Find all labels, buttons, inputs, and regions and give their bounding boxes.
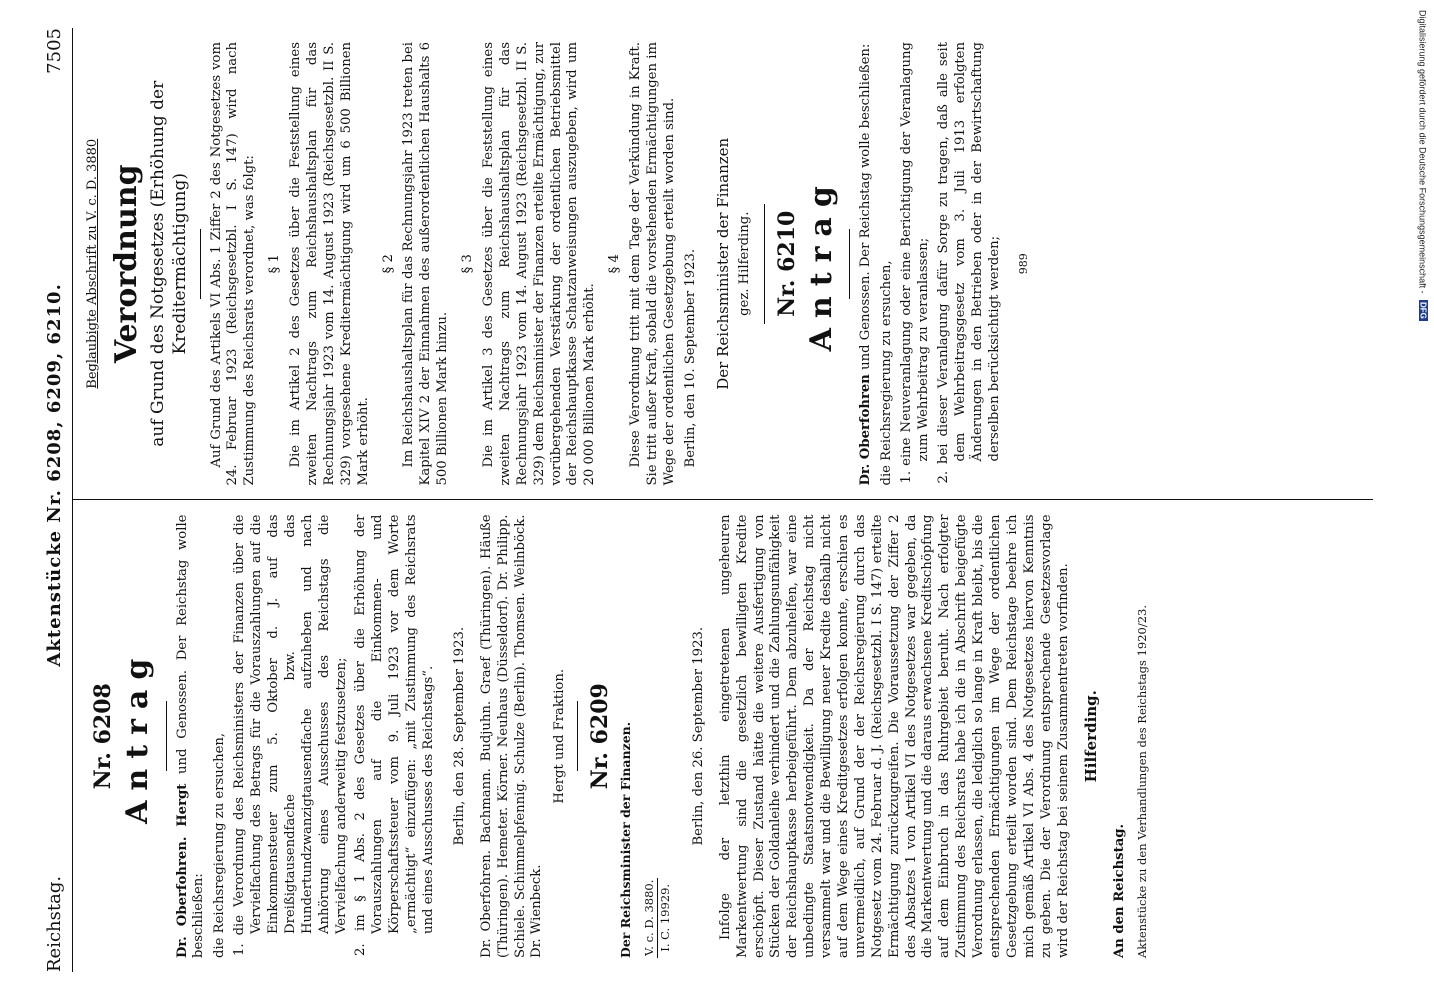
column-right xyxy=(73,28,1373,501)
lead-text: und Genossen. Der Reichstag wolle beschließen: xyxy=(174,514,207,958)
sheet-number: 989 xyxy=(1017,253,1031,275)
lead-name: Dr. Oberfohren. xyxy=(174,836,190,958)
column-left xyxy=(73,501,1373,973)
paragraph-sign-1: § 1 xyxy=(267,254,283,274)
decree-paragraph-2: Im Reichshaushaltsplan für das Rechnungsjahr 1923 treten bei Kapitel XIV 2 der Einnahmen des außerordentlichen Haushalts 6 500 Billionen Mark hinzu. xyxy=(401,42,451,486)
motion-fraction: Hergt und Fraktion. xyxy=(552,668,568,804)
divider xyxy=(166,701,167,771)
doc-number-6209: Nr. 6209 xyxy=(587,683,614,790)
page-footer: Aktenstücke zu den Verhandlungen des Reichstags 1920/23. xyxy=(1134,604,1149,958)
lead-name-2: Hergt xyxy=(174,783,190,827)
letter-recipient: An den Reichstag. xyxy=(1111,823,1127,958)
digitization-text: Digitalisierung gefördert durch die Deutsche Forschungsgemeinschaft - xyxy=(1417,10,1428,294)
paragraph-sign-4: § 4 xyxy=(607,254,623,274)
paragraph-sign-3: § 3 xyxy=(460,254,476,274)
decree-minister: Der Reichsminister der Finanzen xyxy=(713,137,732,390)
motion-item: 1. die Verordnung des Reichsministers der Finanzen über die Vervielfachung des Betrags für die Vorauszahlungen auf die Einkommensteuer zum 5. Oktober d. J. auf das Dreißigtausendfache bzw. das Hundertundzwanzigtausendfache aufzuheben und nach Anhörung eines Ausschusses des Reichstags die Vervielfachung anderweitig festzusetzen; xyxy=(232,514,349,956)
motion-item: 2. bei dieser Veranlagung dafür Sorge zu tragen, daß alle seit dem Wehrbeitragsgesetz vom 3. Juli 1913 erfolgten Änderungen in den Betrieben oder in der Bewirtschaftung derselben berücksichtigt werden; xyxy=(935,42,1002,484)
doc-number-6210: Nr. 6210 xyxy=(773,210,800,317)
motion-signers: Dr. Oberfohren. Bachmann. Budjuhn. Graef (Thüringen). Häuße (Thüringen). Hemeter. Körner. Neuhaus (Düsseldorf). Dr. Philipp. Schiele. Schimmelpfennig. Schulze (Berlin). Thomsen. Weilnböck. Dr. Wienbeck. xyxy=(478,514,545,958)
reference-numbers xyxy=(642,878,672,958)
certified-copy-heading: Beglaubigte Abschrift zu V. c. D. 3880 xyxy=(85,138,100,389)
doc-title-antrag: Antrag xyxy=(120,648,156,824)
decree-preamble: Auf Grund des Artikels VI Abs. 1 Ziffer 2 des Notgesetzes vom 24. Februar 1923 (Reichsgesetzbl. I S. 147) wird nach Zustimmung des Reichsrats verordnet, was folgt: xyxy=(208,42,258,486)
columns xyxy=(73,28,1373,972)
divider xyxy=(849,229,850,299)
lead-text: und Genossen. Der Reichstag wolle beschließen: xyxy=(858,43,874,370)
divider xyxy=(764,204,765,324)
letter-signature: Hilferding. xyxy=(1082,690,1101,783)
decree-date: Berlin, den 10. September 1923. xyxy=(682,248,698,468)
decree-paragraph-1: Die im Artikel 2 des Gesetzes über die Feststellung eines zweiten Nachtrags zum Reichshaushaltsplan für das Rechnungsjahr 1923 vom 14. August 1923 (Reichsgesetzbl. II S. 329) vorgesehene Kreditermächtigung wird um 6 500 Billionen Mark erhöht. xyxy=(288,42,371,486)
letter-body: Infolge der letzthin eingetretenen ungeheuren Markentwertung sind die gesetzlich bewilligten Kredite erschöpft. Dieser Zustand hätte die weitere Ausfertigung von Stücken der Goldanleihe verhindert und die Zahlungsunfähigkeit der Reichshauptkasse herbeigeführt. Dem abzuhelfen, war eine unbedingte Staatsnotwendigkeit. Da der Reichstag nicht versammelt war und die Bewilligung neuer Kredite deshalb nicht auf dem Wege eines Kreditgesetzes erfolgen konnte, erschien es unvermeidlich, auf Grund der der Reichsregierung durch das Notgesetz vom 24. Februar d. J. (Reichsgesetzbl. I S. 147) erteilte Ermächtigung zurückzugreifen. Die Voraussetzung der Ziffer 2 des Absatzes 1 von Artikel VI des Notgesetzes war gegeben, da die Markentwertung und die daraus erwachsene Kreditschöpfung auf dem Einbruch in das Ruhrgebiet beruht. Nach erfolgter Zustimmung des Reichsrats habe ich die in Abschrift beigefügte Verordnung erlassen, die lediglich so lange in Kraft bleibt, bis die entsprechenden Ermächtigungen im Wege der ordentlichen Gesetzgebung erteilt worden sind. Dem Reichstage beehre ich mich gemäß Artikel VI Abs. 4 des Notgesetzes hiervon Kenntnis zu geben. Die der Verordnung entsprechende Gesetzesvorlage wird der Reichstag bei seinem Zusammentreten vorfinden. xyxy=(717,514,1071,958)
digitization-note xyxy=(1418,10,1428,321)
header-left: Reichstag. xyxy=(43,875,65,972)
motion-intro-2: die Reichsregierung zu ersuchen, xyxy=(879,260,895,486)
letter-date: Berlin, den 26. September 1923. xyxy=(690,626,706,846)
motion-item: 1. eine Neuveranlagung oder eine Berichtigung der Veranlagung zum Wehrbeitrag zu veranlassen; xyxy=(899,42,931,484)
header-page-number: 7505 xyxy=(43,28,65,74)
lead-name: Dr. Oberfohren xyxy=(858,374,874,486)
decree-minister-signature: gez. Hilferding. xyxy=(736,211,752,316)
decree-subtitle: auf Grund des Notgesetzes (Erhöhung der Kreditermächtigung) xyxy=(148,80,190,447)
doc-title-antrag-2: Antrag xyxy=(803,176,839,352)
divider xyxy=(577,701,578,771)
motion-item: 2. im § 1 Abs. 2 des Gesetzes über die Erhöhung der Vorauszahlungen auf die Einkommen- und Körperschaftssteuer vom 9. Juli 1923 vor dem Worte „ermächtigt“ einzufügen: „mit Zustimmung des Reichsrats und eines Ausschusses des Reichstags“. xyxy=(353,514,437,956)
divider xyxy=(200,229,201,299)
motion-lead xyxy=(175,515,209,959)
motion-lead-2 xyxy=(858,42,875,486)
decree-title: Verordnung xyxy=(108,164,144,364)
motion-intro: die Reichsregierung zu ersuchen, xyxy=(212,732,228,958)
digitization-sidebar xyxy=(1411,0,1434,1000)
motion-date: Berlin, den 28. September 1923. xyxy=(451,626,467,846)
letter-sender: Der Reichsminister der Finanzen. xyxy=(618,721,634,958)
decree-paragraph-3: Die im Artikel 3 des Gesetzes über die Feststellung eines zweiten Nachtrags zum Reichshaushaltsplan für das Rechnungsjahr 1923 vom 14. August 1923 (Reichsgesetzbl. II S. 329) dem Reichsminister der Finanzen erteilte Ermächtigung, zur vorübergehenden Verstärkung der ordentlichen Betriebsmittel der Reichshauptkasse Schatzanweisungen auszugeben, wird um 20 000 Billionen Mark erhöht. xyxy=(480,42,598,486)
doc-number-6208: Nr. 6208 xyxy=(90,683,116,790)
page-header xyxy=(36,28,73,972)
paragraph-sign-2: § 2 xyxy=(380,254,396,274)
decree-paragraph-4: Diese Verordnung tritt mit dem Tage der Verkündung in Kraft. Sie tritt außer Kraft, sobald die vorstehenden Ermächtigungen im Wege der ordentlichen Gesetzgebung erteilt worden sind. xyxy=(628,42,677,486)
reference-1: V. c. D. 3880. xyxy=(642,879,657,956)
reference-2: I. C. 19929. xyxy=(658,883,673,952)
header-title: Aktenstücke Nr. 6208, 6209, 6210. xyxy=(43,283,65,667)
dfg-logo: DFG xyxy=(1418,302,1428,320)
